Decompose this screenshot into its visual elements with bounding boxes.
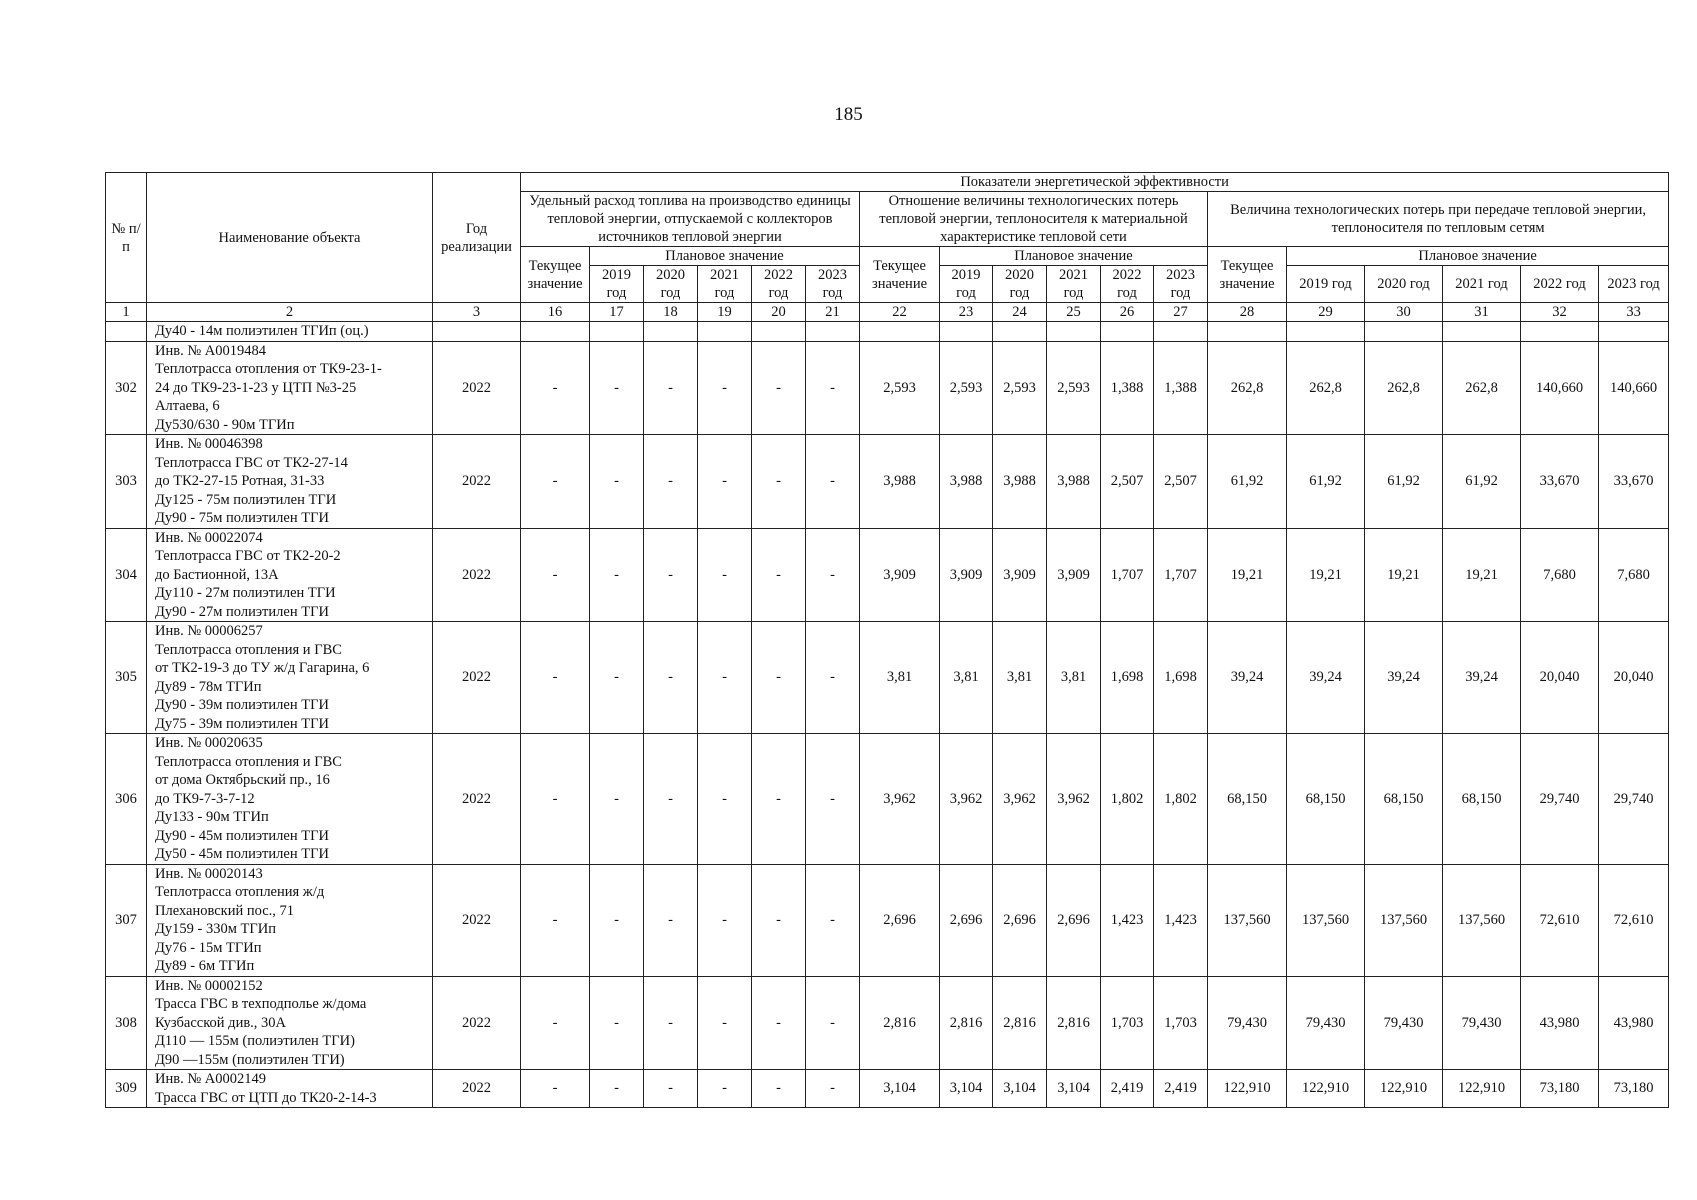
- header-year-cell: 2022 год: [752, 266, 806, 303]
- value-cell: 19,21: [1365, 528, 1443, 622]
- object-name-line: до Бастионной, 13А: [155, 566, 279, 583]
- value-cell: -: [806, 435, 860, 529]
- object-name-line: Ду90 - 39м полиэтилен ТГИ: [155, 697, 329, 713]
- implementation-year: 2022: [433, 734, 521, 865]
- header-year-cell: 2020 год: [993, 266, 1047, 303]
- value-cell: -: [644, 734, 698, 865]
- object-name-line: Ду159 - 330м ТГИп: [155, 921, 276, 937]
- value-cell: 3,104: [860, 1070, 940, 1108]
- value-cell: 1,423: [1154, 864, 1208, 976]
- row-number: 306: [106, 734, 147, 865]
- value-cell: -: [644, 1070, 698, 1108]
- object-name: [147, 864, 433, 976]
- column-numbers-row: [106, 303, 1669, 322]
- header-year: Год реализации: [433, 173, 521, 303]
- row-number: 307: [106, 864, 147, 976]
- value-cell: 137,560: [1443, 864, 1521, 976]
- carry-over-text: Ду40 - 14м полиэтилен ТГИп (оц.): [147, 322, 433, 342]
- object-name-line: Инв. № 00022074: [155, 529, 263, 546]
- header-current-b: Текущее значение: [860, 247, 940, 303]
- column-number-cell: 22: [860, 303, 940, 322]
- object-name-line: до ТК9-7-3-7-12: [155, 790, 255, 807]
- value-cell: 1,802: [1101, 734, 1154, 865]
- value-cell: -: [698, 734, 752, 865]
- value-cell: -: [644, 528, 698, 622]
- object-name-line: Ду90 - 45м полиэтилен ТГИ: [155, 827, 329, 844]
- value-cell: 1,707: [1101, 528, 1154, 622]
- column-number-cell: 27: [1154, 303, 1208, 322]
- value-cell: -: [698, 864, 752, 976]
- value-cell: 2,593: [993, 341, 1047, 435]
- value-cell: -: [590, 976, 644, 1070]
- object-name-line: Ду125 - 75м полиэтилен ТГИ: [155, 491, 337, 508]
- column-number-cell: 24: [993, 303, 1047, 322]
- value-cell: 3,962: [1047, 734, 1101, 865]
- value-cell: 79,430: [1365, 976, 1443, 1070]
- value-cell: -: [521, 864, 590, 976]
- value-cell: 3,962: [860, 734, 940, 865]
- value-cell: 140,660: [1599, 341, 1669, 435]
- object-name: [147, 528, 433, 622]
- value-cell: 122,910: [1287, 1070, 1365, 1108]
- value-cell: -: [752, 976, 806, 1070]
- value-cell: 73,180: [1521, 1070, 1599, 1108]
- column-number-cell: 16: [521, 303, 590, 322]
- object-name-line: Теплотрасса отопления и ГВС: [155, 753, 342, 770]
- value-cell: 73,180: [1599, 1070, 1669, 1108]
- object-name-line: Теплотрасса ГВС от ТК2-20-2: [155, 548, 341, 564]
- value-cell: 61,92: [1208, 435, 1287, 529]
- value-cell: 39,24: [1365, 622, 1443, 734]
- column-number-cell: 17: [590, 303, 644, 322]
- table-row: [106, 435, 1669, 529]
- value-cell: 43,980: [1521, 976, 1599, 1070]
- row-number: 303: [106, 435, 147, 529]
- object-name-line: Плехановский пос., 71: [155, 902, 295, 919]
- table-row: [106, 734, 1669, 865]
- value-cell: -: [752, 341, 806, 435]
- value-cell: 1,703: [1154, 976, 1208, 1070]
- header-year-cell: 2023 год: [806, 266, 860, 303]
- value-cell: -: [644, 864, 698, 976]
- object-name-line: Теплотрасса отопления от ТК9-23-1-: [155, 361, 382, 377]
- header-current-c: Текущее значение: [1208, 247, 1287, 303]
- column-number-cell: 25: [1047, 303, 1101, 322]
- value-cell: 2,419: [1101, 1070, 1154, 1108]
- column-number-cell: 18: [644, 303, 698, 322]
- value-cell: 2,419: [1154, 1070, 1208, 1108]
- object-name-line: Д110 — 155м (полиэтилен ТГИ): [155, 1033, 355, 1049]
- header-planned-b: Плановое значение: [940, 247, 1208, 266]
- object-name-line: Ду50 - 45м полиэтилен ТГИ: [155, 846, 329, 862]
- value-cell: 3,909: [860, 528, 940, 622]
- value-cell: -: [590, 864, 644, 976]
- object-name-line: Инв. № 00046398: [155, 436, 263, 452]
- value-cell: 2,507: [1154, 435, 1208, 529]
- object-name: [147, 341, 433, 435]
- column-number-cell: 32: [1521, 303, 1599, 322]
- object-name-line: Ду90 - 75м полиэтилен ТГИ: [155, 510, 329, 526]
- carry-num-cell: [106, 322, 147, 342]
- value-cell: 262,8: [1365, 341, 1443, 435]
- object-name-line: Инв. № 00006257: [155, 623, 263, 639]
- value-cell: 68,150: [1365, 734, 1443, 865]
- object-name-line: Теплотрасса отопления ж/д: [155, 884, 325, 900]
- value-cell: -: [806, 341, 860, 435]
- value-cell: -: [521, 341, 590, 435]
- row-number: 305: [106, 622, 147, 734]
- value-cell: 79,430: [1208, 976, 1287, 1070]
- table-row: [106, 528, 1669, 622]
- value-cell: 39,24: [1287, 622, 1365, 734]
- header-year-cell: 2020 год: [644, 266, 698, 303]
- object-name-line: Ду90 - 27м полиэтилен ТГИ: [155, 603, 329, 620]
- value-cell: 262,8: [1208, 341, 1287, 435]
- implementation-year: 2022: [433, 435, 521, 529]
- value-cell: 262,8: [1287, 341, 1365, 435]
- value-cell: 43,980: [1599, 976, 1669, 1070]
- column-number-cell: 3: [433, 303, 521, 322]
- value-cell: 3,81: [860, 622, 940, 734]
- column-number-cell: 1: [106, 303, 147, 322]
- value-cell: 2,593: [940, 341, 993, 435]
- value-cell: 3,909: [993, 528, 1047, 622]
- value-cell: 2,816: [993, 976, 1047, 1070]
- value-cell: 3,909: [1047, 528, 1101, 622]
- header-planned-a: Плановое значение: [590, 247, 860, 266]
- value-cell: 1,707: [1154, 528, 1208, 622]
- implementation-year: 2022: [433, 528, 521, 622]
- header-year-cell: 2023 год: [1154, 266, 1208, 303]
- object-name-line: Ду110 - 27м полиэтилен ТГИ: [155, 585, 336, 601]
- object-name-line: Инв. № А0002149: [155, 1071, 267, 1087]
- value-cell: -: [698, 976, 752, 1070]
- value-cell: 39,24: [1443, 622, 1521, 734]
- column-number-cell: 28: [1208, 303, 1287, 322]
- value-cell: -: [521, 622, 590, 734]
- value-cell: -: [698, 622, 752, 734]
- energy-efficiency-table: [105, 172, 1669, 1108]
- value-cell: 3,962: [940, 734, 993, 865]
- value-cell: -: [644, 976, 698, 1070]
- value-cell: 1,423: [1101, 864, 1154, 976]
- value-cell: -: [698, 435, 752, 529]
- value-cell: 3,81: [940, 622, 993, 734]
- column-number-cell: 19: [698, 303, 752, 322]
- value-cell: 1,698: [1154, 622, 1208, 734]
- header-group-main: Показатели энергетической эффективности: [521, 173, 1669, 192]
- page-number: 185: [834, 104, 863, 125]
- value-cell: 2,816: [940, 976, 993, 1070]
- value-cell: 3,104: [940, 1070, 993, 1108]
- value-cell: -: [806, 976, 860, 1070]
- object-name-line: до ТК2-27-15 Ротная, 31-33: [155, 473, 325, 489]
- value-cell: 122,910: [1208, 1070, 1287, 1108]
- value-cell: 122,910: [1443, 1070, 1521, 1108]
- value-cell: 3,909: [940, 528, 993, 622]
- value-cell: 1,703: [1101, 976, 1154, 1070]
- value-cell: -: [806, 528, 860, 622]
- value-cell: 7,680: [1599, 528, 1669, 622]
- value-cell: 61,92: [1365, 435, 1443, 529]
- object-name: [147, 1070, 433, 1108]
- object-name: [147, 734, 433, 865]
- header-group-ratio: Отношение величины технологических потерь тепловой энергии, теплоносителя к материальной характеристике тепловой сети: [860, 192, 1208, 247]
- value-cell: 140,660: [1521, 341, 1599, 435]
- value-cell: -: [590, 622, 644, 734]
- object-name-line: Ду75 - 39м полиэтилен ТГИ: [155, 715, 329, 732]
- object-name: [147, 976, 433, 1070]
- value-cell: 39,24: [1208, 622, 1287, 734]
- value-cell: 2,696: [1047, 864, 1101, 976]
- table-row: [106, 1070, 1669, 1108]
- row-number: 309: [106, 1070, 147, 1108]
- object-name: [147, 622, 433, 734]
- value-cell: -: [752, 864, 806, 976]
- value-cell: -: [752, 622, 806, 734]
- value-cell: 2,816: [1047, 976, 1101, 1070]
- value-cell: -: [698, 1070, 752, 1108]
- value-cell: 262,8: [1443, 341, 1521, 435]
- value-cell: 3,988: [860, 435, 940, 529]
- value-cell: 2,816: [860, 976, 940, 1070]
- value-cell: -: [521, 435, 590, 529]
- value-cell: -: [644, 435, 698, 529]
- column-number-cell: 30: [1365, 303, 1443, 322]
- value-cell: -: [590, 341, 644, 435]
- implementation-year: 2022: [433, 622, 521, 734]
- value-cell: 3,988: [993, 435, 1047, 529]
- object-name-line: Алтаева, 6: [155, 398, 220, 414]
- value-cell: 20,040: [1521, 622, 1599, 734]
- value-cell: 19,21: [1443, 528, 1521, 622]
- carry-cell: [433, 322, 521, 342]
- object-name-line: Трасса ГВС в техподполье ж/дома: [155, 996, 367, 1012]
- implementation-year: 2022: [433, 341, 521, 435]
- object-name-line: Инв. № А0019484: [155, 342, 267, 359]
- value-cell: 2,696: [860, 864, 940, 976]
- table-row: [106, 864, 1669, 976]
- object-name-line: Ду89 - 6м ТГИп: [155, 958, 255, 974]
- object-name-line: Ду530/630 - 90м ТГИп: [155, 416, 295, 433]
- header-year-cell: 2019 год: [1287, 266, 1365, 303]
- object-name-line: Теплотрасса ГВС от ТК2-27-14: [155, 454, 348, 471]
- table-row: [106, 622, 1669, 734]
- header-year-cell: 2021 год: [698, 266, 752, 303]
- value-cell: 1,698: [1101, 622, 1154, 734]
- value-cell: 137,560: [1365, 864, 1443, 976]
- value-cell: -: [806, 622, 860, 734]
- value-cell: 2,507: [1101, 435, 1154, 529]
- object-name-line: Ду89 - 78м ТГИп: [155, 678, 262, 695]
- header-group-losses: Величина технологических потерь при передаче тепловой энергии, теплоносителя по тепловым сетям: [1208, 192, 1669, 247]
- value-cell: 1,388: [1101, 341, 1154, 435]
- column-number-cell: 2: [147, 303, 433, 322]
- header-year-cell: 2020 год: [1365, 266, 1443, 303]
- value-cell: -: [698, 528, 752, 622]
- value-cell: 68,150: [1287, 734, 1365, 865]
- value-cell: -: [806, 1070, 860, 1108]
- value-cell: -: [590, 1070, 644, 1108]
- object-name-line: Д90 —155м (полиэтилен ТГИ): [155, 1051, 345, 1068]
- header-num: № п/п: [106, 173, 147, 303]
- value-cell: 79,430: [1443, 976, 1521, 1070]
- object-name: [147, 435, 433, 529]
- object-name-line: Инв. № 00020635: [155, 735, 263, 751]
- value-cell: 19,21: [1208, 528, 1287, 622]
- header-year-cell: 2019 год: [940, 266, 993, 303]
- header-year-cell: 2022 год: [1101, 266, 1154, 303]
- value-cell: 7,680: [1521, 528, 1599, 622]
- row-number: 308: [106, 976, 147, 1070]
- carry-over-row: [106, 322, 1669, 342]
- value-cell: 137,560: [1208, 864, 1287, 976]
- column-number-cell: 29: [1287, 303, 1365, 322]
- value-cell: 2,593: [1047, 341, 1101, 435]
- value-cell: -: [644, 341, 698, 435]
- value-cell: -: [806, 734, 860, 865]
- value-cell: -: [752, 1070, 806, 1108]
- header-year-cell: 2019 год: [590, 266, 644, 303]
- value-cell: 1,802: [1154, 734, 1208, 865]
- value-cell: 3,104: [993, 1070, 1047, 1108]
- value-cell: -: [590, 528, 644, 622]
- value-cell: 1,388: [1154, 341, 1208, 435]
- header-year-cell: 2021 год: [1443, 266, 1521, 303]
- value-cell: 68,150: [1208, 734, 1287, 865]
- object-name-line: Инв. № 00020143: [155, 865, 263, 882]
- value-cell: -: [521, 976, 590, 1070]
- column-number-cell: 26: [1101, 303, 1154, 322]
- column-number-cell: 21: [806, 303, 860, 322]
- implementation-year: 2022: [433, 1070, 521, 1108]
- column-number-cell: 31: [1443, 303, 1521, 322]
- value-cell: 33,670: [1599, 435, 1669, 529]
- value-cell: 137,560: [1287, 864, 1365, 976]
- value-cell: -: [698, 341, 752, 435]
- value-cell: 2,593: [860, 341, 940, 435]
- value-cell: -: [590, 435, 644, 529]
- implementation-year: 2022: [433, 976, 521, 1070]
- value-cell: -: [590, 734, 644, 865]
- value-cell: 29,740: [1521, 734, 1599, 865]
- value-cell: -: [806, 864, 860, 976]
- value-cell: -: [521, 1070, 590, 1108]
- object-name-line: Теплотрасса отопления и ГВС: [155, 641, 342, 658]
- value-cell: 3,962: [993, 734, 1047, 865]
- value-cell: -: [521, 528, 590, 622]
- row-number: 304: [106, 528, 147, 622]
- value-cell: -: [752, 528, 806, 622]
- value-cell: 79,430: [1287, 976, 1365, 1070]
- value-cell: 72,610: [1599, 864, 1669, 976]
- column-number-cell: 33: [1599, 303, 1669, 322]
- value-cell: -: [752, 435, 806, 529]
- value-cell: 33,670: [1521, 435, 1599, 529]
- column-number-cell: 20: [752, 303, 806, 322]
- table-body: [106, 322, 1669, 1108]
- header-group-fuel: Удельный расход топлива на производство единицы тепловой энергии, отпускаемой с коллекторов источников тепловой энергии: [521, 192, 860, 247]
- header-year-cell: 2023 год: [1599, 266, 1669, 303]
- value-cell: 3,81: [1047, 622, 1101, 734]
- value-cell: 19,21: [1287, 528, 1365, 622]
- value-cell: 122,910: [1365, 1070, 1443, 1108]
- object-name-line: Трасса ГВС от ЦТП до ТК20-2-14-3: [155, 1089, 377, 1106]
- value-cell: 20,040: [1599, 622, 1669, 734]
- value-cell: -: [644, 622, 698, 734]
- header-name: Наименование объекта: [147, 173, 433, 303]
- column-number-cell: 23: [940, 303, 993, 322]
- value-cell: 72,610: [1521, 864, 1599, 976]
- value-cell: 3,988: [940, 435, 993, 529]
- object-name-line: от ТК2-19-3 до ТУ ж/д Гагарина, 6: [155, 660, 370, 676]
- implementation-year: 2022: [433, 864, 521, 976]
- value-cell: -: [752, 734, 806, 865]
- header-year-cell: 2021 год: [1047, 266, 1101, 303]
- header-current-a: Текущее значение: [521, 247, 590, 303]
- object-name-line: 24 до ТК9-23-1-23 у ЦТП №3-25: [155, 379, 357, 396]
- value-cell: 2,696: [940, 864, 993, 976]
- object-name-line: Ду133 - 90м ТГИп: [155, 809, 269, 825]
- header-planned-c: Плановое значение: [1287, 247, 1669, 266]
- object-name-line: Инв. № 00002152: [155, 977, 263, 994]
- value-cell: 3,81: [993, 622, 1047, 734]
- table-row: [106, 976, 1669, 1070]
- value-cell: 29,740: [1599, 734, 1669, 865]
- value-cell: 61,92: [1443, 435, 1521, 529]
- value-cell: 2,696: [993, 864, 1047, 976]
- value-cell: 68,150: [1443, 734, 1521, 865]
- object-name-line: Ду76 - 15м ТГИп: [155, 939, 262, 956]
- header-year-cell: 2022 год: [1521, 266, 1599, 303]
- value-cell: 3,104: [1047, 1070, 1101, 1108]
- value-cell: 61,92: [1287, 435, 1365, 529]
- table-header: [106, 173, 1669, 322]
- value-cell: -: [521, 734, 590, 865]
- object-name-line: Кузбасской див., 30А: [155, 1014, 287, 1031]
- object-name-line: от дома Октябрьский пр., 16: [155, 772, 330, 788]
- table-row: [106, 341, 1669, 435]
- row-number: 302: [106, 341, 147, 435]
- value-cell: 3,988: [1047, 435, 1101, 529]
